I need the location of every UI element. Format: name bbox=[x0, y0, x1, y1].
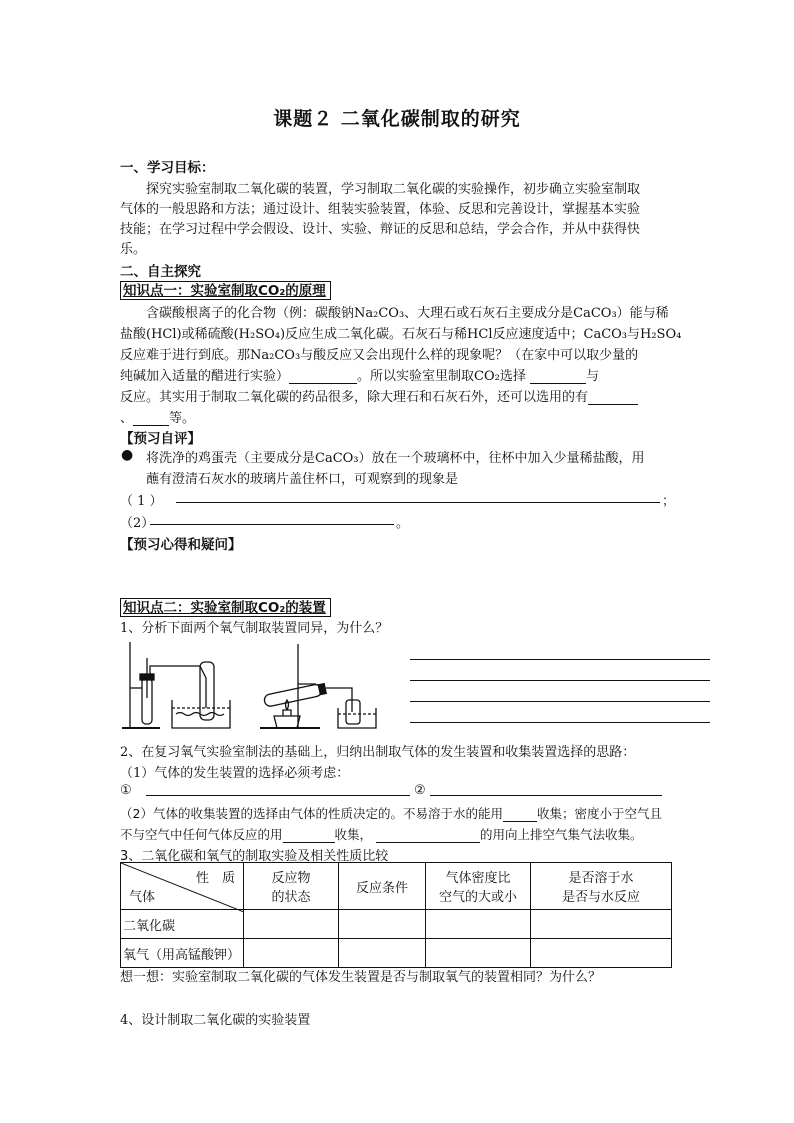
section-heading-goals: 一、学习目标： bbox=[120, 160, 215, 176]
knowledge-point-1: 知识点一：实验室制取CO₂的原理 bbox=[120, 279, 331, 299]
think-question: 想一想：实验室制取二氧化碳的气体发生装置是否与制取氧气的装置相同？为什么？ bbox=[120, 970, 602, 985]
consider-2-label: ② bbox=[414, 783, 426, 798]
principle-line-4 bbox=[120, 365, 599, 384]
collect-text-d: 收集， bbox=[334, 827, 373, 842]
principle-text-c: 与 bbox=[585, 369, 599, 384]
question-2a: （1）气体的发生装置的选择必须考虑： bbox=[120, 766, 350, 781]
answer-line-1[interactable] bbox=[410, 659, 710, 660]
preview-note-heading: 【预习心得和疑问】 bbox=[120, 537, 242, 553]
blank-other-reagent-1[interactable] bbox=[588, 392, 638, 405]
observation-1-label: （ 1 ） bbox=[120, 494, 163, 509]
blank-reactant-1[interactable] bbox=[530, 371, 586, 384]
observation-2-label: （2） bbox=[120, 516, 155, 531]
row-co2-label: 二氧化碳 bbox=[121, 910, 244, 939]
goals-line-4: 乐。 bbox=[120, 242, 147, 257]
question-2b-line-2 bbox=[120, 825, 643, 843]
collect-text-c: 不与空气中任何气体反应的用 bbox=[120, 827, 283, 842]
blank-upward-condition[interactable] bbox=[376, 830, 480, 843]
observation-1-blank[interactable] bbox=[176, 502, 660, 503]
principle-line-1: 含碳酸根离子的化合物（例：碳酸钠Na₂CO₃、大理石或石灰石主要成分是CaCO₃）能与稀 bbox=[146, 306, 669, 321]
header-reactant-state: 反应物 的状态 bbox=[244, 863, 339, 910]
goals-line-2: 气体的一般思路和方法；通过设计、组装实验装置，体验、反思和完善设计，掌握基本实验 bbox=[120, 202, 641, 217]
table-header-corner bbox=[121, 863, 244, 910]
principle-line-5 bbox=[120, 386, 638, 405]
principle-text-d: 反应。其实用于制取二氧化碳的药品很多，除大理石和石灰石外，还可以选用的有 bbox=[120, 390, 589, 405]
answer-line-3[interactable] bbox=[410, 701, 710, 702]
principle-line-3: 反应难于进行到底。那Na₂CO₃与酸反应又会出现什么样的现象呢？（在家中可以取少量的 bbox=[120, 348, 639, 363]
eggshell-line-2: 蘸有澄清石灰水的玻璃片盖住杯口，可观察到的现象是 bbox=[146, 472, 459, 487]
oxygen-apparatus-illustration bbox=[120, 638, 380, 734]
header-solubility: 是否溶于水 是否与水反应 bbox=[531, 863, 672, 910]
collect-text-e: 的用向上排空气集气法收集。 bbox=[480, 827, 643, 842]
cell-co2-density[interactable] bbox=[426, 910, 531, 939]
blank-water-method[interactable] bbox=[503, 809, 537, 822]
bullet-icon: ● bbox=[121, 447, 134, 463]
header-gas: 气体 bbox=[129, 890, 156, 905]
cell-o2-condition[interactable] bbox=[339, 939, 426, 968]
principle-text-f: 等。 bbox=[169, 411, 196, 426]
blank-downward-method[interactable] bbox=[283, 830, 335, 843]
goals-line-3: 技能；在学习过程中学会假设、设计、实验、辩证的反思和总结，学会合作，并从中获得快 bbox=[120, 222, 641, 237]
question-3: 3、二氧化碳和氧气的制取实验及相关性质比较 bbox=[120, 849, 389, 864]
observation-1-end: ； bbox=[662, 494, 676, 509]
consider-1-blank[interactable] bbox=[146, 795, 410, 796]
observation-2-blank[interactable] bbox=[150, 524, 394, 525]
section-heading-explore: 二、自主探究 bbox=[120, 264, 201, 280]
cell-o2-solubility[interactable] bbox=[531, 939, 672, 968]
principle-text-a: 纯碱加入适量的醋进行实验） bbox=[120, 369, 290, 384]
principle-text-e: 、 bbox=[120, 411, 134, 426]
knowledge-point-2: 知识点二：实验室制取CO₂的装置 bbox=[120, 596, 331, 616]
eggshell-line-1: 将洗净的鸡蛋壳（主要成分是CaCO₃）放在一个玻璃杯中，往杯中加入少量稀盐酸，用 bbox=[146, 451, 645, 466]
principle-line-6 bbox=[120, 407, 195, 426]
row-o2-label: 氧气（用高锰酸钾） bbox=[121, 939, 244, 968]
collect-text-b: 收集；密度小于空气且 bbox=[536, 806, 662, 821]
blank-na2co3-phenomenon[interactable] bbox=[289, 371, 357, 384]
principle-text-b: 。所以实验室里制取CO₂选择 bbox=[357, 369, 526, 384]
answer-line-2[interactable] bbox=[410, 680, 710, 681]
principle-line-2: 盐酸(HCl)或稀硫酸(H₂SO₄)反应生成二氧化碳。石灰石与稀HCl反应速度适中；CaCO₃与H₂SO₄ bbox=[120, 327, 682, 342]
cell-co2-solubility[interactable] bbox=[531, 910, 672, 939]
question-2b-line-1 bbox=[120, 804, 662, 822]
header-property: 性 质 bbox=[195, 871, 235, 886]
header-density: 气体密度比 空气的大或小 bbox=[426, 863, 531, 910]
consider-1-label: ① bbox=[120, 783, 132, 798]
observation-2-end: 。 bbox=[396, 516, 410, 531]
question-4: 4、设计制取二氧化碳的实验装置 bbox=[120, 1013, 311, 1028]
cell-co2-condition[interactable] bbox=[339, 910, 426, 939]
cell-o2-density[interactable] bbox=[426, 939, 531, 968]
test-tube-right bbox=[263, 683, 322, 707]
consider-2-blank[interactable] bbox=[430, 795, 662, 796]
question-2: 2、在复习氧气实验室制法的基础上，归纳出制取气体的发生装置和收集装置选择的思路： bbox=[120, 745, 636, 760]
answer-line-4[interactable] bbox=[410, 722, 710, 723]
question-1: 1、分析下面两个氧气制取装置同异，为什么？ bbox=[120, 621, 389, 636]
preview-eval-heading: 【预习自评】 bbox=[120, 431, 201, 447]
header-condition: 反应条件 bbox=[339, 863, 426, 910]
blank-other-reagent-2[interactable] bbox=[133, 413, 169, 426]
comparison-table bbox=[120, 862, 672, 968]
cell-co2-state[interactable] bbox=[244, 910, 339, 939]
goals-line-1: 探究实验室制取二氧化碳的装置，学习制取二氧化碳的实验操作，初步确立实验室制取 bbox=[146, 182, 641, 197]
cell-o2-state[interactable] bbox=[244, 939, 339, 968]
page-title: 课题２ 二氧化碳制取的研究 bbox=[273, 108, 521, 130]
collect-text-a: （2）气体的收集装置的选择由气体的性质决定的。不易溶于水的能用 bbox=[120, 806, 503, 821]
